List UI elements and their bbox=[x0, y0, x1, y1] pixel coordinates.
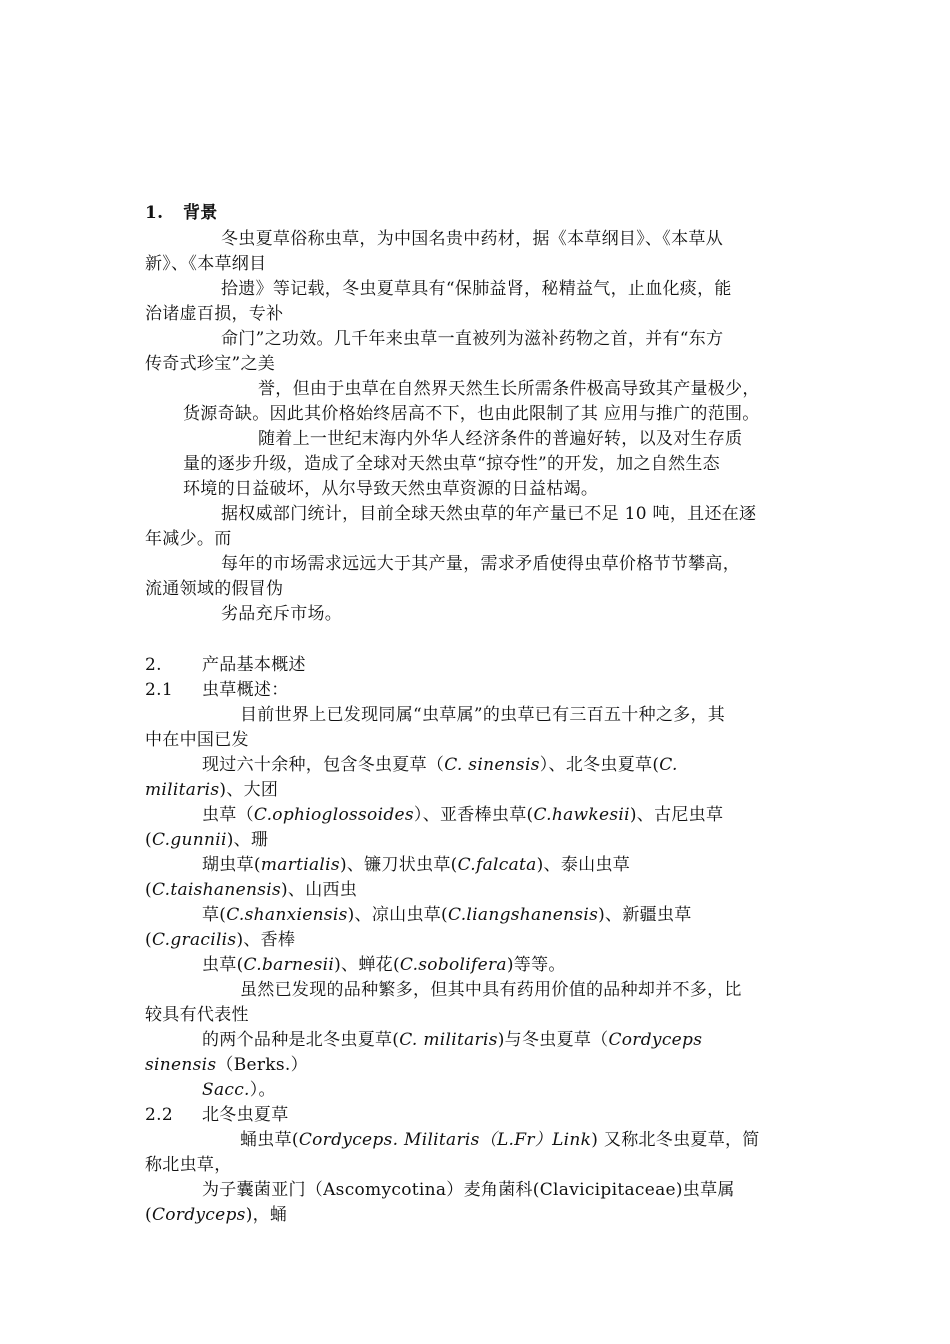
paragraph-line: (C.taishanensis)、山西虫 bbox=[145, 880, 358, 900]
paragraph-line: 新》、《本草纲目 bbox=[145, 254, 267, 274]
paragraph-line: 治诸虚百损，专补 bbox=[145, 304, 284, 324]
subsection-title: 虫草概述： bbox=[202, 680, 289, 700]
paragraph-line: 虫草（C.ophioglossoides）、亚香棒虫草(C.hawkesii)、古尼虫草 bbox=[202, 805, 724, 825]
paragraph-line: 的两个品种是北冬虫夏草(C. militaris)与冬虫夏草（Cordyceps bbox=[202, 1030, 703, 1050]
paragraph-line: militaris)、大团 bbox=[145, 780, 279, 800]
section-number: 1. bbox=[145, 203, 164, 223]
paragraph-line: 量的逐步升级，造成了全球对天然虫草“掠夺性”的开发，加之自然生态 bbox=[183, 454, 720, 474]
paragraph-line: 命门”之功效。几千年来虫草一直被列为滋补药物之首，并有“东方 bbox=[221, 329, 724, 349]
paragraph-line: 年减少。而 bbox=[145, 529, 232, 549]
paragraph-line: 为子囊菌亚门（Ascomycotina）麦角菌科(Clavicipitaceae)虫草属 bbox=[202, 1180, 735, 1200]
section-title: 产品基本概述 bbox=[202, 655, 306, 675]
paragraph-line: 虽然已发现的品种繁多，但其中具有药用价值的品种却并不多，比 bbox=[240, 980, 742, 1000]
paragraph-line: 瑚虫草(martialis)、镰刀状虫草(C.falcata)、泰山虫草 bbox=[202, 855, 631, 875]
paragraph-line: (C.gracilis)、香棒 bbox=[145, 930, 296, 950]
paragraph-line: 虫草(C.barnesii)、蝉花(C.sobolifera)等等。 bbox=[202, 955, 566, 975]
subsection-number: 2.2 bbox=[145, 1105, 173, 1125]
subsection-2-1-heading bbox=[145, 678, 289, 702]
paragraph-line: 传奇式珍宝”之美 bbox=[145, 354, 276, 374]
section-number: 2. bbox=[145, 655, 162, 675]
paragraph-line: 货源奇缺。因此其价格始终居高不下，也由此限制了其 应用与推广的范围。 bbox=[183, 404, 760, 424]
paragraph-line: 随着上一世纪末海内外华人经济条件的普遍好转，以及对生存质 bbox=[258, 429, 743, 449]
paragraph-line: 中在中国已发 bbox=[145, 730, 249, 750]
paragraph-line: 称北虫草， bbox=[145, 1155, 232, 1175]
section-2-heading bbox=[145, 653, 306, 677]
paragraph-line: 劣品充斥市场。 bbox=[221, 604, 343, 624]
paragraph-line: 拾遗》等记载，冬虫夏草具有“保肺益肾，秘精益气，止血化痰，能 bbox=[221, 279, 732, 299]
paragraph-line: 据权威部门统计，目前全球天然虫草的年产量已不足 10 吨，且还在逐 bbox=[221, 504, 757, 524]
paragraph-line: 蛹虫草(Cordyceps. Militaris（L.Fr）Link) 又称北冬虫夏草，简 bbox=[240, 1130, 760, 1150]
section-title: 背景 bbox=[183, 203, 218, 223]
section-1-heading bbox=[145, 201, 218, 225]
paragraph-line: 较具有代表性 bbox=[145, 1005, 249, 1025]
paragraph-line: 冬虫夏草俗称虫草，为中国名贵中药材，据《本草纲目》、《本草从 bbox=[221, 229, 723, 249]
subsection-number: 2.1 bbox=[145, 680, 173, 700]
paragraph-line: 现过六十余种，包含冬虫夏草（C. sinensis）、北冬虫夏草(C. bbox=[202, 755, 678, 775]
paragraph-line: 环境的日益破坏，从尔导致天然虫草资源的日益枯竭。 bbox=[183, 479, 599, 499]
paragraph-line: (C.gunnii)、珊 bbox=[145, 830, 269, 850]
paragraph-line: (Cordyceps)，蛹 bbox=[145, 1205, 288, 1225]
subsection-2-2-heading bbox=[145, 1103, 289, 1127]
paragraph-line: 目前世界上已发现同属“虫草属”的虫草已有三百五十种之多，其 bbox=[240, 705, 726, 725]
paragraph-line: 流通领域的假冒伪 bbox=[145, 579, 284, 599]
paragraph-line: 誉，但由于虫草在自然界天然生长所需条件极高导致其产量极少， bbox=[258, 379, 760, 399]
paragraph-line: 草(C.shanxiensis)、凉山虫草(C.liangshanensis)、新疆虫草 bbox=[202, 905, 692, 925]
paragraph-line: sinensis（Berks.） bbox=[145, 1055, 308, 1075]
paragraph-line: 每年的市场需求远远大于其产量，需求矛盾使得虫草价格节节攀高， bbox=[221, 554, 740, 574]
paragraph-line: Sacc.）。 bbox=[202, 1080, 276, 1100]
subsection-title: 北冬虫夏草 bbox=[202, 1105, 289, 1125]
